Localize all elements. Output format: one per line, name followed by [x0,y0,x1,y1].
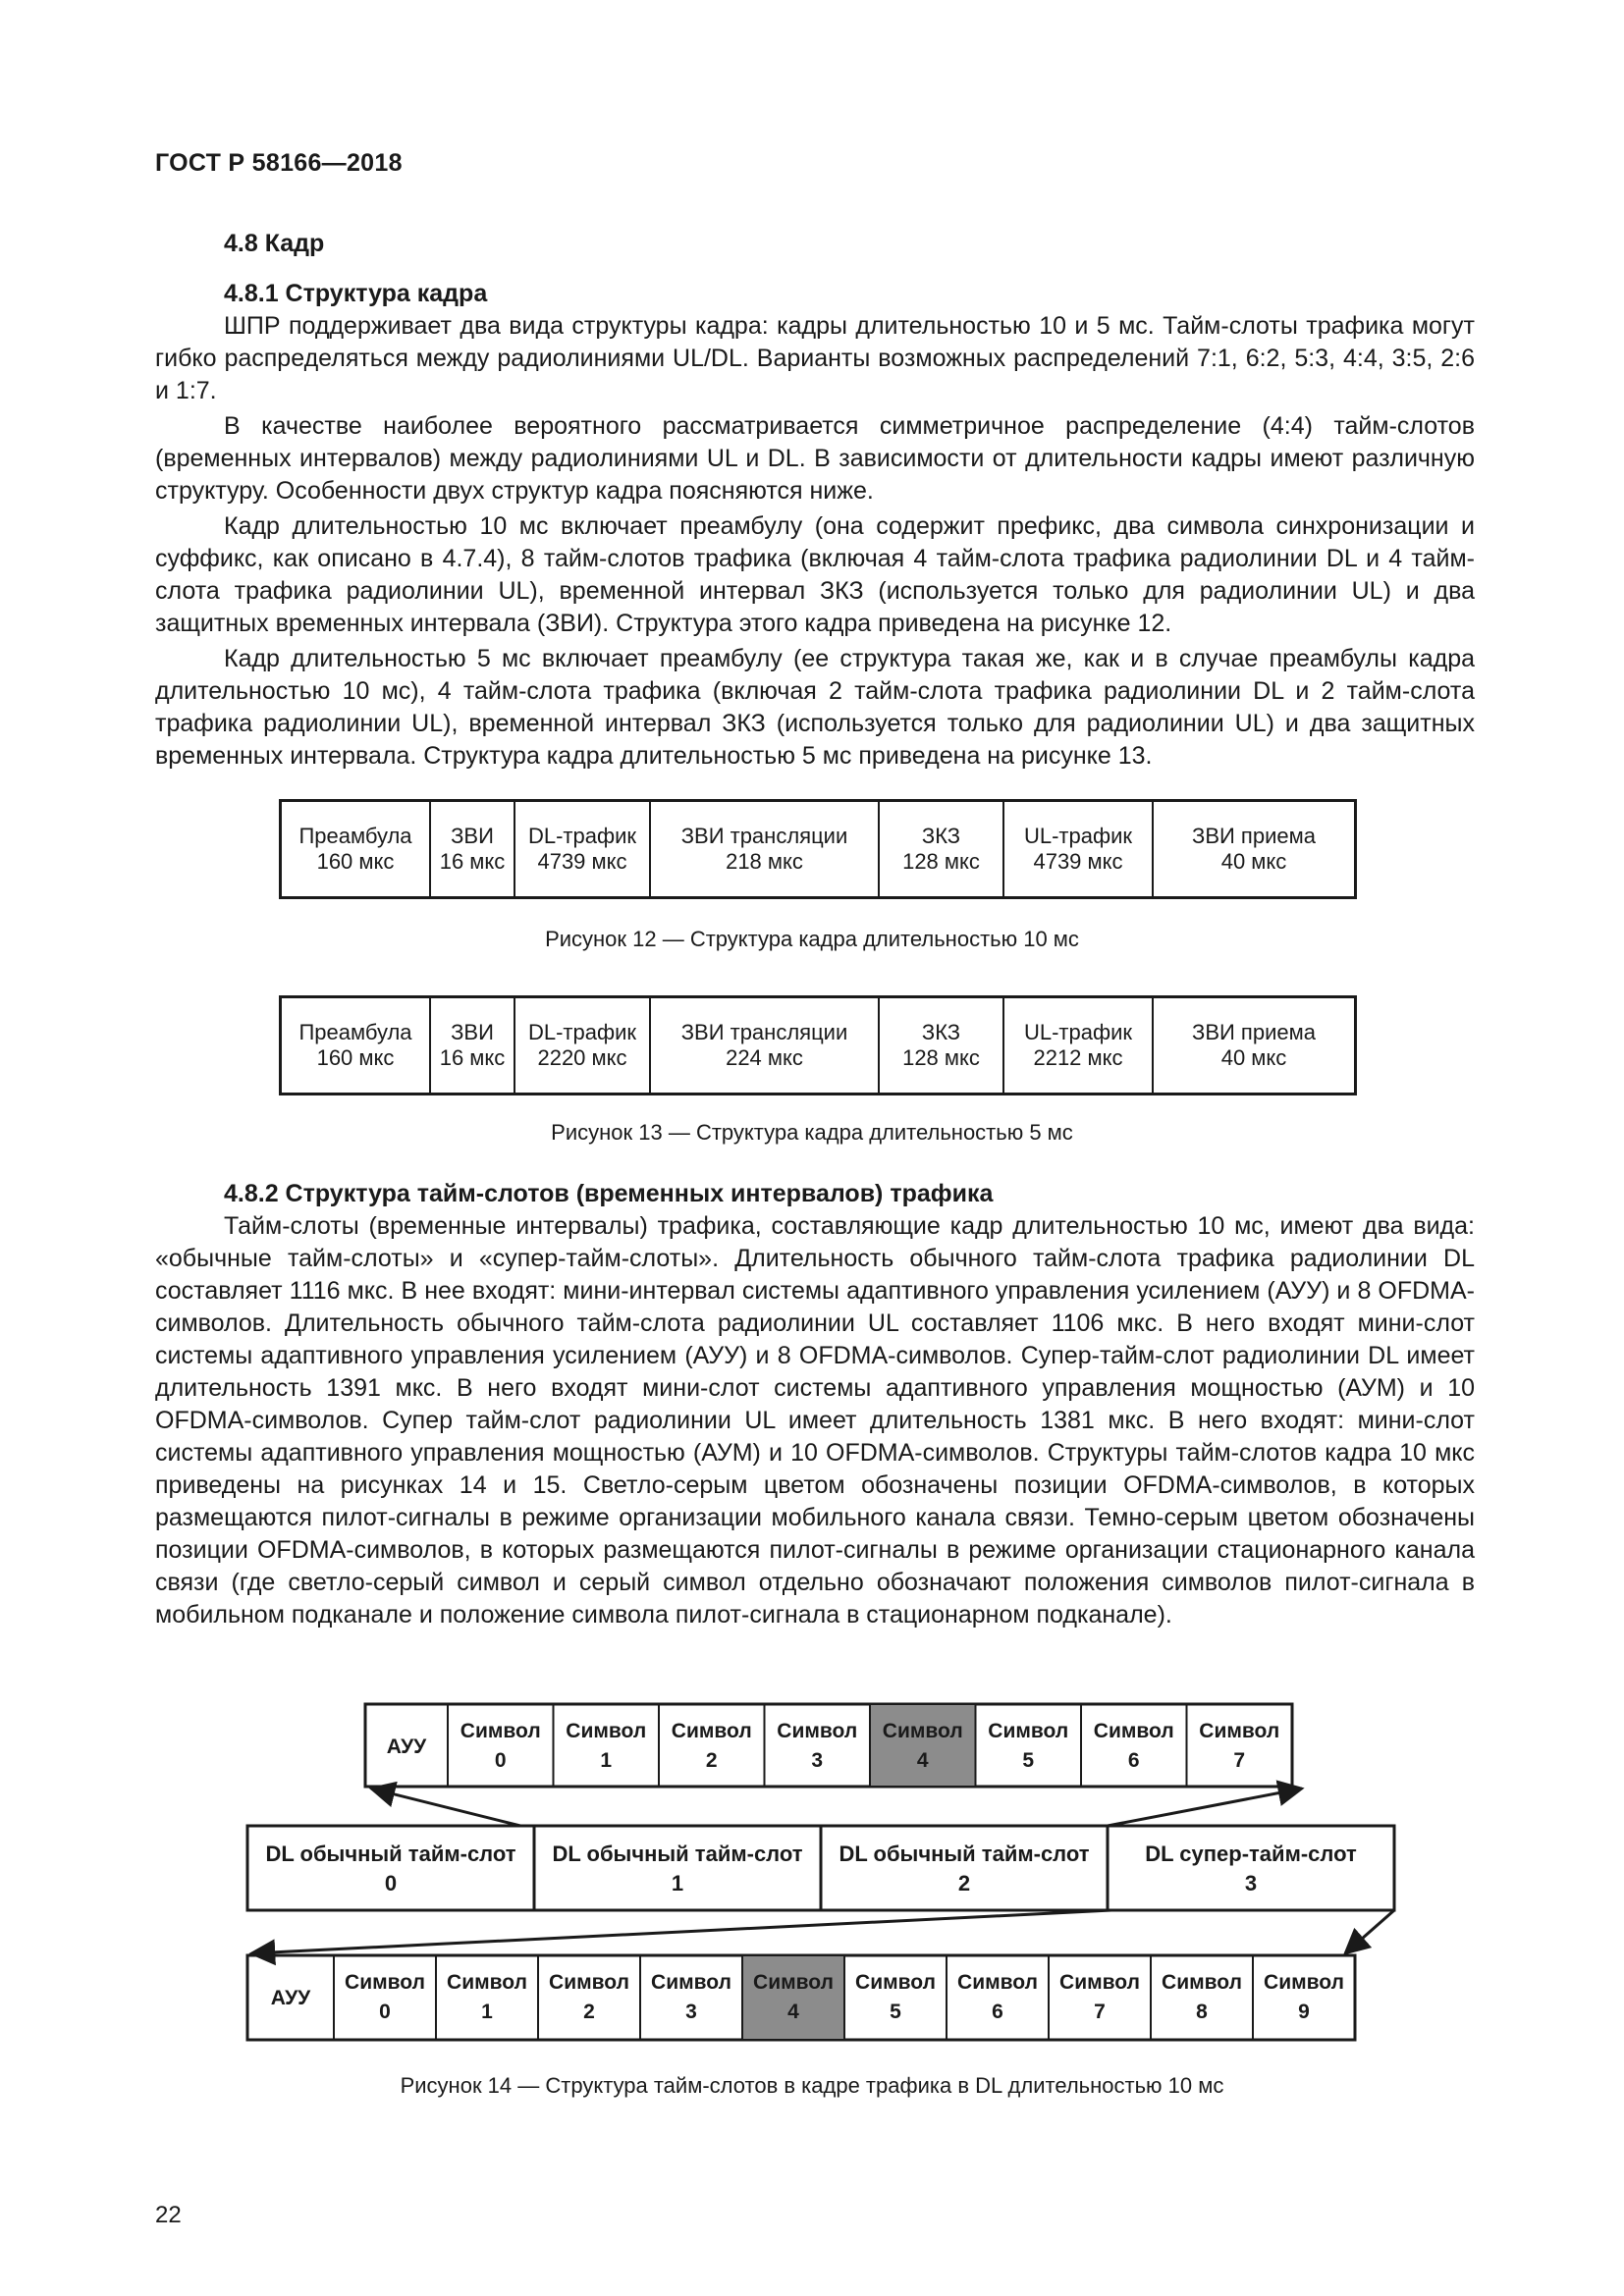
frame-cell-guard [431,998,515,1093]
symbol-cell [976,1704,1082,1787]
figure13-frame-structure [279,995,1357,1095]
figure14-timeslot-diagram [0,1688,1624,2061]
paragraph: Тайм-слоты (временные интервалы) трафика, составляющие кадр длительностью 10 мс, имеют два вида: «обычные тайм-слоты» и «супер-тайм-слоты». Длительность обычного тайм-слота трафика радиолинии DL составляет 1116 мкс. В нее входят: мини-интервал системы адаптивного управления усилением (АУУ) и 8 OFDMA-символов. Длительность обычного тайм-слота радиолинии UL составляет 1106 мкс. В него входят мини-слот системы адаптивного управления усилением (АУУ) и 8 OFDMA-символов. Супер-тайм-слот радиолинии DL имеет длительность 1391 мкс. В него входят мини-слот системы адаптивного управления мощностью (АУМ) и 10 OFDMA-символов. Супер тайм-слот радиолинии UL имеет длительность 1381 мкс. В него входят: мини-слот системы адаптивного управления мощностью (АУМ) и 10 OFDMA-символов. Структуры тайм-слотов кадра 10 мкс приведены на рисунках 14 и 15. Светло-серым цветом обозначены позиции OFDMA-символов, в которых размещаются пилот-сигналы в режиме организации мобильного канала связи. Темно-серым цветом обозначены позиции OFDMA-символов, в которых размещаются пилот-сигналы в режиме организации стационарного канала связи (где светло-серый символ и серый символ отдельно обозначают положения символов пилот-сигнала в мобильном подканале и положение символа пилот-сигнала в стационарном подканале). [155,1212,1475,1629]
symbol-label: Символ [777,1720,858,1742]
symbol-label: Символ [1059,1971,1140,1994]
timeslot-cell [247,1826,534,1910]
symbol-cell [436,1955,538,2040]
symbol-label: Символ [671,1720,752,1742]
symbol-label: Символ [1264,1971,1344,1994]
cell-duration: 160 мкс [316,849,395,874]
document-header: ГОСТ Р 58166—2018 [155,149,403,177]
symbol-cell [1049,1955,1151,2040]
symbol-cell [844,1955,947,2040]
expand-arrow [371,1789,520,1826]
frame-cell-guard-receive [1154,802,1354,896]
cell-duration: 4739 мкс [537,849,627,874]
frame-cell-guard-broadcast [651,998,880,1093]
cell-label: ЗВИ [451,1020,494,1044]
symbol-cell [1081,1704,1187,1787]
symbol-number: 1 [600,1749,613,1772]
symbol-number: 1 [481,2001,493,2023]
top-row-outline [365,1704,1292,1787]
symbol-label: Символ [753,1971,834,1994]
symbol-number: 2 [583,2001,595,2023]
cell-duration: 4739 мкс [1033,849,1123,874]
symbol-cell [765,1704,871,1787]
cell-label: ЗВИ [451,824,494,848]
symbol-cell [640,1955,742,2040]
cell-label: ЗКЗ [921,1020,961,1044]
symbol-label: Символ [1199,1720,1280,1742]
agc-label: АУУ [270,1987,311,2009]
symbol-label: Символ [1093,1720,1174,1742]
timeslot-label: DL обычный тайм-слот [839,1842,1090,1866]
timeslot-number: 1 [671,1871,684,1896]
symbol-number: 9 [1298,2001,1310,2023]
symbol-cell [1253,1955,1355,2040]
symbol-cell [742,1955,844,2040]
symbol-number: 4 [787,2001,799,2023]
symbol-number: 3 [811,1749,824,1772]
symbol-cell [448,1704,554,1787]
expand-arrow [1345,1910,1394,1953]
cell-duration: 218 мкс [726,849,803,874]
symbol-label: Символ [855,1971,936,1994]
symbol-cell [947,1955,1049,2040]
frame-cell-zkz [880,998,1004,1093]
cell-label: ЗВИ приема [1192,1020,1316,1044]
timeslot-number: 3 [1244,1871,1258,1896]
symbol-cell [1151,1955,1253,2040]
symbol-label: Символ [957,1971,1038,1994]
symbol-number: 8 [1196,2001,1208,2023]
frame-cell-guard-broadcast [651,802,880,896]
frame-cell-zkz [880,802,1004,896]
frame-cell-dl-traffic [515,802,651,896]
symbol-number: 3 [685,2001,697,2023]
frame-cell-guard-receive [1154,998,1354,1093]
symbol-cell [870,1704,976,1787]
symbol-label: Символ [882,1720,963,1742]
symbol-cell [538,1955,640,2040]
cell-label: ЗВИ трансляции [680,1020,848,1044]
cell-label: UL-трафик [1023,824,1132,848]
symbol-cell [1187,1704,1293,1787]
section-4-8 [155,228,1475,775]
frame-cell-dl-traffic [515,998,651,1093]
frame-cell-preamble [282,998,431,1093]
symbol-label: Символ [566,1720,647,1742]
subsection-title-4-8-1: 4.8.1 Структура кадра [224,280,488,307]
symbol-number: 0 [379,2001,391,2023]
symbol-label: Символ [460,1720,541,1742]
timeslot-number: 2 [957,1871,971,1896]
cell-duration: 16 мкс [439,849,506,874]
cell-label: DL-трафик [527,1020,636,1044]
frame-cell-preamble [282,802,431,896]
figure14-caption: Рисунок 14 — Структура тайм-слотов в кадре трафика в DL длительностью 10 мс [400,2073,1224,2098]
symbol-number: 4 [916,1749,929,1772]
section-4-8-2 [155,1178,1475,1634]
cell-label: Преамбула [298,1020,412,1044]
cell-duration: 2220 мкс [537,1045,627,1070]
paragraph: Кадр длительностью 10 мс включает преамбулу (она содержит префикс, два символа синхронизации и суффикс, как описано в 4.7.4), 8 тайм-слотов трафика (включая 4 тайм-слота трафика радиолинии DL и 4 тайм-слота трафика радиолинии UL), временной интервал ЗКЗ (используется только для радиолинии UL) и два защитных временных интервала (ЗВИ). Структура этого кадра приведена на рисунке 12. [155,512,1475,637]
frame-cell-ul-traffic [1004,802,1154,896]
symbol-number: 2 [705,1749,718,1772]
symbol-cell [659,1704,765,1787]
symbol-number: 7 [1233,1749,1246,1772]
symbol-label: Символ [549,1971,629,1994]
symbol-label: Символ [447,1971,527,1994]
timeslot-label: DL обычный тайм-слот [552,1842,803,1866]
page-number: 22 [155,2202,182,2228]
timeslot-cell [1108,1826,1394,1910]
timeslot-label: DL супер-тайм-слот [1145,1842,1357,1866]
symbol-label: Символ [1162,1971,1242,1994]
symbol-number: 6 [1127,1749,1140,1772]
paragraph: В качестве наиболее вероятного рассматривается симметричное распределение (4:4) тайм-слотов (временных интервалов) между радиолиниями UL и DL. В зависимости от длительности кадры имеют различную структуру. Особенности двух структур кадра поясняются ниже. [155,412,1475,505]
cell-duration: 16 мкс [439,1045,506,1070]
cell-label: UL-трафик [1023,1020,1132,1044]
figure12-caption: Рисунок 12 — Структура кадра длительностью 10 мс [545,927,1079,951]
expand-arrow [251,1910,1111,1953]
symbol-cell [554,1704,660,1787]
symbol-cell [334,1955,436,2040]
symbol-number: 0 [494,1749,507,1772]
symbol-number: 6 [992,2001,1003,2023]
paragraph: Кадр длительностью 5 мс включает преамбулу (ее структура такая же, как и в случае преамбулы кадра длительностью 10 мс), 4 тайм-слота трафика (включая 2 тайм-слота трафика радиолинии DL и 2 тайм-слота трафика радиолинии UL), временной интервал ЗКЗ (используется только для радиолинии UL) и два защитных временных интервала. Структура кадра длительностью 5 мс приведена на рисунке 13. [155,645,1475,770]
cell-duration: 160 мкс [316,1045,395,1070]
symbol-label: Символ [651,1971,731,1994]
cell-label: ЗВИ приема [1192,824,1316,848]
cell-label: ЗВИ трансляции [680,824,848,848]
timeslot-cell [534,1826,821,1910]
cell-duration: 40 мкс [1220,1045,1287,1070]
timeslot-number: 0 [384,1871,398,1896]
expand-arrow [1108,1789,1302,1826]
cell-duration: 2212 мкс [1033,1045,1123,1070]
symbol-number: 5 [1022,1749,1035,1772]
frame-cell-ul-traffic [1004,998,1154,1093]
symbol-number: 5 [890,2001,901,2023]
cell-duration: 224 мкс [726,1045,803,1070]
timeslot-cell [821,1826,1108,1910]
paragraph: ШПР поддерживает два вида структуры кадра: кадры длительностью 10 и 5 мс. Тайм-слоты трафика могут гибко распределяться между радиолиниями UL/DL. Варианты возможных распределений 7:1, 6:2, 5:3, 4:4, 3:5, 2:6 и 1:7. [155,312,1475,404]
cell-label: ЗКЗ [921,824,961,848]
symbol-label: Символ [345,1971,425,1994]
cell-label: DL-трафик [527,824,636,848]
frame-cell-guard [431,802,515,896]
cell-duration: 40 мкс [1220,849,1287,874]
subsection-title-4-8-2: 4.8.2 Структура тайм-слотов (временных интервалов) трафика [224,1180,994,1207]
agc-label: АУУ [386,1735,427,1758]
cell-duration: 128 мкс [902,849,980,874]
cell-duration: 128 мкс [902,1045,980,1070]
timeslot-label: DL обычный тайм-слот [265,1842,516,1866]
section-title: 4.8 Кадр [224,230,325,257]
symbol-label: Символ [988,1720,1069,1742]
symbol-number: 7 [1094,2001,1106,2023]
cell-label: Преамбула [298,824,412,848]
figure13-caption: Рисунок 13 — Структура кадра длительностью 5 мс [551,1120,1073,1145]
figure12-frame-structure [279,799,1357,899]
